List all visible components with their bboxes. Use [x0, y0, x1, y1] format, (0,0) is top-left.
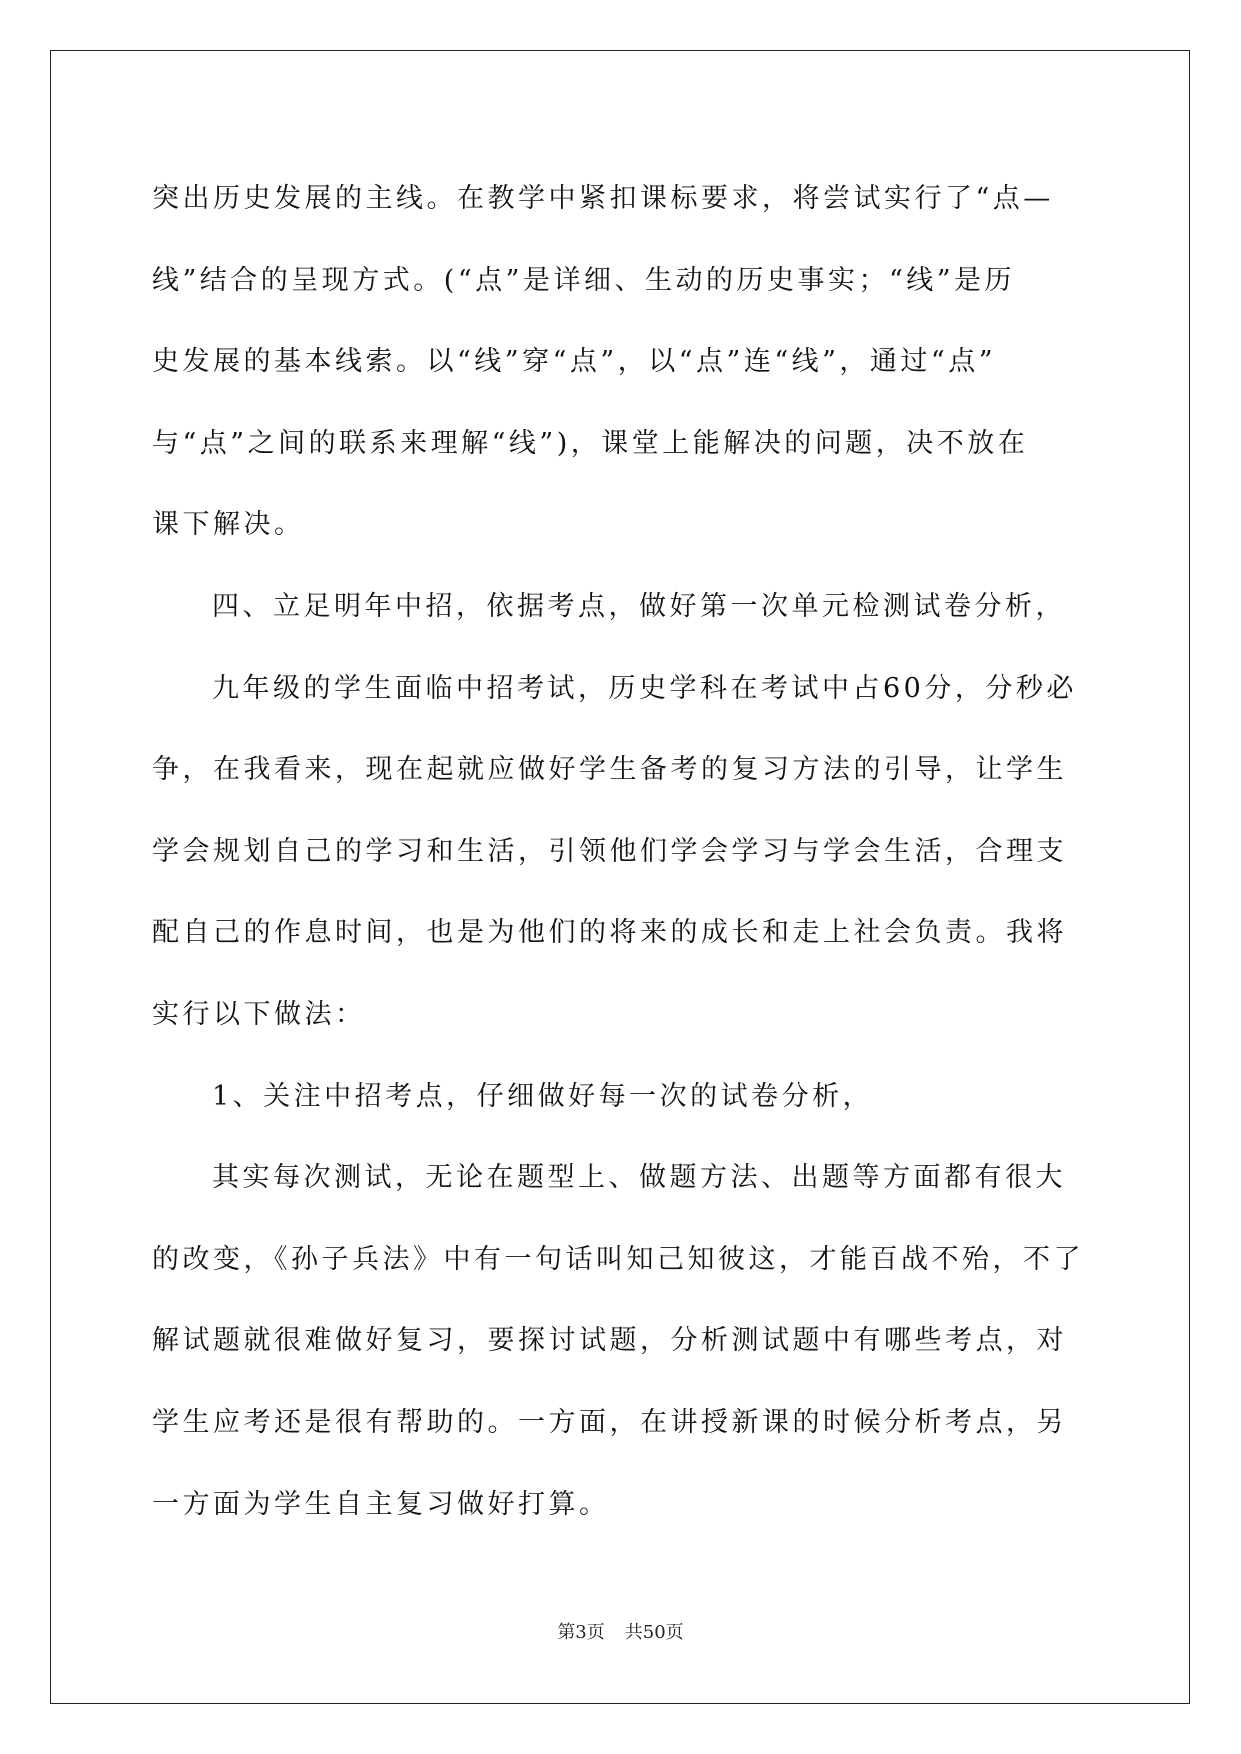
page-total: 共50页 — [624, 1622, 684, 1643]
page-number: 第3页 — [557, 1622, 605, 1643]
document-body — [152, 158, 1092, 1545]
paragraph-section-four-heading: 四、立足明年中招，依据考点，做好第一次单元检测试卷分析， — [212, 590, 1066, 622]
paragraph-test-analysis: 其实每次测试，无论在题型上、做题方法、出题等方面都有很大 的改变，《孙子兵法》中有一句话叫知己知彼这，才能百战不殆，不了 解试题就很难做好复习，要探讨试题，分析测试题中有哪些考点，对 学生应考还是很有帮助的。一方面，在讲授新课的时候分析考点，另 一方面为学生自主复习做好打算。 — [152, 1162, 1084, 1520]
paragraph-item-one-heading: 1、关注中招考点，仔细做好每一次的试卷分析， — [212, 1080, 874, 1112]
page-footer — [0, 1618, 1241, 1644]
paragraph-grade-nine-exam: 九年级的学生面临中招考试，历史学科在考试中占60分，分秒必 争，在我看来，现在起就应做好学生备考的复习方法的引导，让学生 学会规划自己的学习和生活，引领他们学会学习与学会生活，合理支 配自己的作息时间，也是为他们的将来的成长和走上社会负责。我将 实行以下做法： — [152, 672, 1077, 1030]
paragraph-main-line: 突出历史发展的主线。在教学中紧扣课标要求，将尝试实行了“点— 线”结合的呈现方式。(“点”是详细、生动的历史事实；“线”是历 史发展的基本线索。以“线”穿“点”，以“点”连“线”，通过“点” 与“点”之间的联系来理解“线”)，课堂上能解决的问题，决不放在 课下解决。 — [152, 183, 1054, 541]
